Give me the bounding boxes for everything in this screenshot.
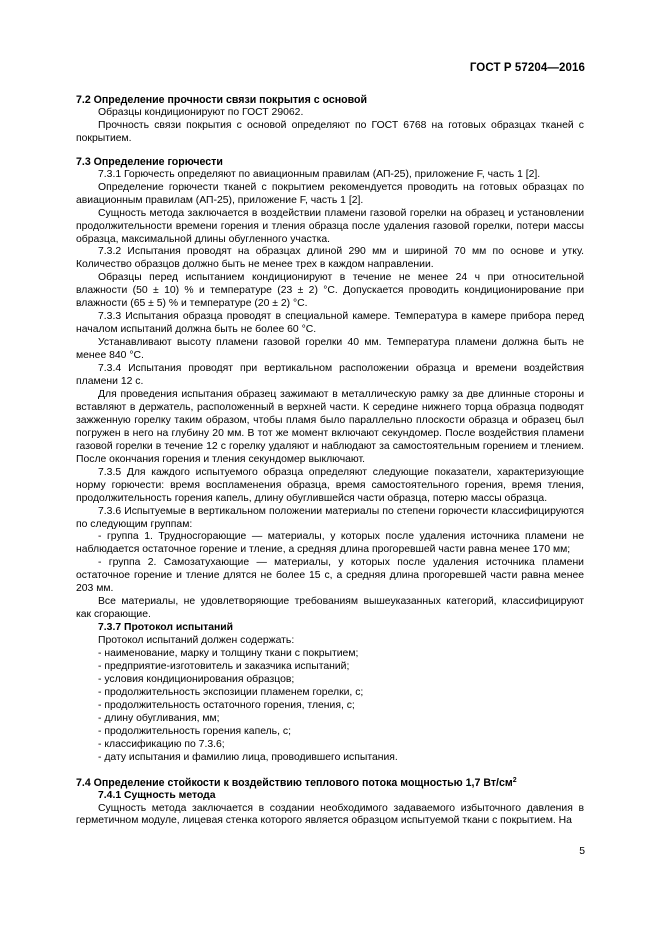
section-heading-7-4 [76, 775, 584, 790]
paragraph: Все материалы, не удовлетворяющие требованиям вышеуказанных категорий, классифицируют как сгорающие. [76, 596, 584, 621]
paragraph: Определение горючести тканей с покрытием рекомендуется проводить на готовых образцах по авиационным правилам (АП-25), приложение F, часть 1 [2]. [76, 181, 584, 206]
document-header: ГОСТ Р 57204—2016 [469, 62, 585, 74]
paragraph: Для проведения испытания образец зажимают в металлическую рамку за две длинные стороны и вставляют в держатель, расположенный в верхней части. К середине нижнего торца образца подводят зажженную горелку таким образом, чтобы пламя было параллельно плоскости образца и образец был погружен в него на глубину 20 мм. В тот же момент включают секундомер. После воздействия пламени газовой горелки в течение 12 с горелку удаляют и наблюдают за самостоятельным горением и тлением. После окончания горения и тления секундомер выключают. [76, 388, 584, 465]
paragraph: 7.3.2 Испытания проводят на образцах длиной 290 мм и шириной 70 мм по основе и утку. Количество образцов должно быть не менее трех в каждом направлении. [76, 246, 584, 271]
paragraph: Образцы кондиционируют по ГОСТ 29062. [98, 106, 304, 118]
paragraph: 7.3.5 Для каждого испытуемого образца определяют следующие показатели, характеризующие норму горючести: время воспламенения образца, время самостоятельного горения, время тления, продолжительность горения капель, длину обуглившейся части образца, потерю массы образца. [76, 466, 584, 504]
paragraph: 7.3.6 Испытуемые в вертикальном положении материалы по степени горючести классифицируются по следующим группам: [76, 505, 584, 530]
paragraph: Протокол испытаний должен содержать: [98, 635, 295, 647]
superscript: 2 [512, 776, 517, 784]
list-item: - длину обугливания, мм; [98, 712, 220, 724]
paragraph: 7.3.3 Испытания образца проводят в специальной камере. Температура в камере прибора перед началом испытаний должна быть не более 60 °С. [76, 311, 584, 336]
paragraph: Сущность метода заключается в создании необходимого задаваемого избыточного давления в герметичном модуле, лицевая стенка которого является образцом испытуемой ткани с покрытием. На [76, 802, 584, 827]
paragraph: 7.3.4 Испытания проводят при вертикальном расположении образца и времени воздействия пламени 12 с. [76, 363, 584, 388]
list-item: - наименование, марку и толщину ткани с покрытием; [98, 648, 359, 660]
list-item: - продолжительность горения капель, с; [98, 725, 291, 737]
document-body [76, 94, 584, 828]
page-number: 5 [579, 846, 585, 857]
paragraph: Устанавливают высоту пламени газовой горелки 40 мм. Температура пламени должна быть не менее 840 °С. [76, 337, 584, 362]
subsection-heading-7-3-7: 7.3.7 Протокол испытаний [98, 622, 234, 634]
list-item: - группа 1. Трудносгорающие — материалы, у которых после удаления источника пламени не наблюдается остаточное горение и тление, а средняя длина прогоревшей части равна менее 170 мм; [76, 531, 584, 556]
section-heading-7-4-text: 7.4 Определение стойкости к воздействию теплового потока мощностью 1,7 Вт/см [76, 776, 513, 789]
list-item: - дату испытания и фамилию лица, проводившего испытания. [98, 751, 398, 763]
paragraph: Образцы перед испытанием кондиционируют в течение не менее 24 ч при относительной влажности (50 ± 10) % и температуре (23 ± 2) °С. Допускается проводить кондиционирование при влажности (65 ± 5) % и температуре (20 ± 2) °С. [76, 272, 584, 310]
paragraph: Прочность связи покрытия с основой определяют по ГОСТ 6768 на готовых образцах тканей с покрытием. [76, 119, 584, 144]
list-item: - классификацию по 7.3.6; [98, 738, 225, 750]
list-item: - предприятие-изготовитель и заказчика испытаний; [98, 660, 350, 672]
section-heading-7-3: 7.3 Определение горючести [76, 155, 223, 168]
list-item: - группа 2. Самозатухающие — материалы, у которых после удаления источника пламени остаточное горение и тление длятся не более 15 с, а средняя длина прогоревшей части равна менее 203 мм. [76, 557, 584, 595]
section-heading-7-2: 7.2 Определение прочности связи покрытия с основой [76, 94, 367, 106]
list-item: - условия кондиционирования образцов; [98, 673, 295, 685]
list-item: - продолжительность остаточного горения, тления, с; [98, 699, 355, 711]
subsection-heading-7-4-1: 7.4.1 Сущность метода [98, 789, 216, 801]
paragraph: Сущность метода заключается в воздействии пламени газовой горелки на образец и установлении продолжительности времени горения и тления образца после удаления газовой горелки, потери массы образца, максимальной длины обугленного участка. [76, 207, 584, 245]
paragraph: 7.3.1 Горючесть определяют по авиационным правилам (АП-25), приложение F, часть 1 [2]. [98, 168, 541, 180]
list-item: - продолжительность экспозиции пламенем горелки, с; [98, 686, 364, 698]
